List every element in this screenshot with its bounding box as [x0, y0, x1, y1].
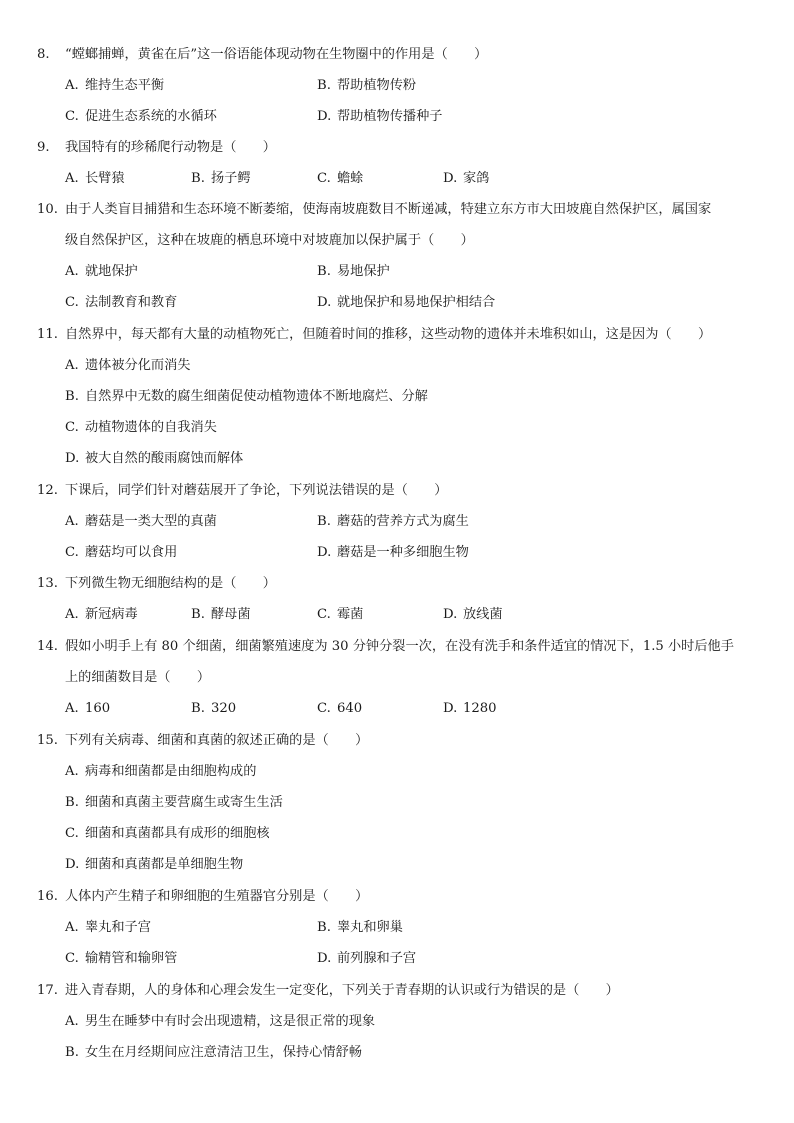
- question-text: 我国特有的珍稀爬行动物是（ ）: [65, 140, 276, 155]
- option-a[interactable]: A. 160: [65, 701, 111, 716]
- question-text-continued: 级自然保护区，这种在坡鹿的栖息环境中对坡鹿加以保护属于（ ）: [65, 233, 474, 248]
- option-a[interactable]: A. 睾丸和子宫: [65, 920, 151, 935]
- option-b[interactable]: B. 女生在月经期间应注意清洁卫生，保持心情舒畅: [65, 1045, 362, 1060]
- option-a[interactable]: A. 就地保护: [65, 264, 138, 279]
- question-number: 17.: [37, 983, 58, 998]
- option-b[interactable]: B. 蘑菇的营养方式为腐生: [317, 514, 469, 529]
- option-d[interactable]: D. 家鸽: [443, 171, 490, 186]
- option-d[interactable]: D. 1280: [443, 701, 497, 716]
- option-d[interactable]: D. 前列腺和子宫: [317, 951, 417, 966]
- option-c[interactable]: C. 霉菌: [317, 607, 364, 622]
- option-b[interactable]: B. 帮助植物传粉: [317, 78, 417, 93]
- option-b[interactable]: B. 酵母菌: [191, 607, 251, 622]
- question-text: 自然界中，每天都有大量的动植物死亡，但随着时间的推移，这些动物的遗体并未堆积如山，这是因为（ ）: [65, 327, 712, 342]
- question-text: 假如小明手上有 80 个细菌，细菌繁殖速度为 30 分钟分裂一次，在没有洗手和条件适宜的情况下，1.5 小时后他手: [65, 639, 734, 654]
- option-c[interactable]: C. 动植物遗体的自我消失: [65, 420, 217, 435]
- option-c[interactable]: C. 蘑菇均可以食用: [65, 545, 178, 560]
- option-d[interactable]: D. 细菌和真菌都是单细胞生物: [65, 857, 244, 872]
- question-text: 下列微生物无细胞结构的是（ ）: [65, 576, 276, 591]
- option-c[interactable]: C. 促进生态系统的水循环: [65, 109, 217, 124]
- question-number: 10.: [37, 202, 58, 217]
- question-text: 进入青春期，人的身体和心理会发生一定变化，下列关于青春期的认识或行为错误的是（ ）: [65, 983, 619, 998]
- option-a[interactable]: A. 病毒和细菌都是由细胞构成的: [65, 764, 257, 779]
- option-c[interactable]: C. 640: [317, 701, 363, 716]
- option-a[interactable]: A. 蘑菇是一类大型的真菌: [65, 514, 217, 529]
- option-a[interactable]: A. 新冠病毒: [65, 607, 138, 622]
- question-text: 由于人类盲目捕猎和生态环境不断萎缩，使海南坡鹿数目不断递减，特建立东方市大田坡鹿自然保护区，属国家: [65, 202, 712, 217]
- option-d[interactable]: D. 帮助植物传播种子: [317, 109, 443, 124]
- question-text: “螳螂捕蝉，黄雀在后”这一俗语能体现动物在生物圈中的作用是（ ）: [65, 47, 488, 62]
- option-a[interactable]: A. 维持生态平衡: [65, 78, 165, 93]
- option-d[interactable]: D. 被大自然的酸雨腐蚀而解体: [65, 451, 244, 466]
- option-b[interactable]: B. 扬子鳄: [191, 171, 251, 186]
- question-number: 11.: [37, 327, 58, 342]
- option-b[interactable]: B. 细菌和真菌主要营腐生或寄生生活: [65, 795, 283, 810]
- option-d[interactable]: D. 蘑菇是一种多细胞生物: [317, 545, 469, 560]
- option-a[interactable]: A. 长臂猿: [65, 171, 125, 186]
- question-text-continued: 上的细菌数目是（ ）: [65, 670, 211, 685]
- option-c[interactable]: C. 细菌和真菌都具有成形的细胞核: [65, 826, 270, 841]
- option-b[interactable]: B. 睾丸和卵巢: [317, 920, 403, 935]
- question-text: 下课后，同学们针对蘑菇展开了争论，下列说法错误的是（ ）: [65, 483, 448, 498]
- option-a[interactable]: A. 男生在睡梦中有时会出现遗精，这是很正常的现象: [65, 1014, 376, 1029]
- question-text: 下列有关病毒、细菌和真菌的叙述正确的是（ ）: [65, 733, 369, 748]
- option-b[interactable]: B. 自然界中无数的腐生细菌促使动植物遗体不断地腐烂、分解: [65, 389, 428, 404]
- question-number: 8.: [37, 47, 50, 62]
- option-d[interactable]: D. 放线菌: [443, 607, 503, 622]
- option-c[interactable]: C. 输精管和输卵管: [65, 951, 178, 966]
- option-a[interactable]: A. 遗体被分化而消失: [65, 358, 191, 373]
- option-c[interactable]: C. 法制教育和教育: [65, 295, 178, 310]
- option-b[interactable]: B. 易地保护: [317, 264, 390, 279]
- question-number: 9.: [37, 140, 50, 155]
- question-number: 15.: [37, 733, 58, 748]
- question-number: 14.: [37, 639, 58, 654]
- question-number: 12.: [37, 483, 58, 498]
- question-number: 16.: [37, 889, 58, 904]
- option-b[interactable]: B. 320: [191, 701, 237, 716]
- option-c[interactable]: C. 蟾蜍: [317, 171, 364, 186]
- question-text: 人体内产生精子和卵细胞的生殖器官分别是（ ）: [65, 889, 369, 904]
- option-d[interactable]: D. 就地保护和易地保护相结合: [317, 295, 496, 310]
- question-number: 13.: [37, 576, 58, 591]
